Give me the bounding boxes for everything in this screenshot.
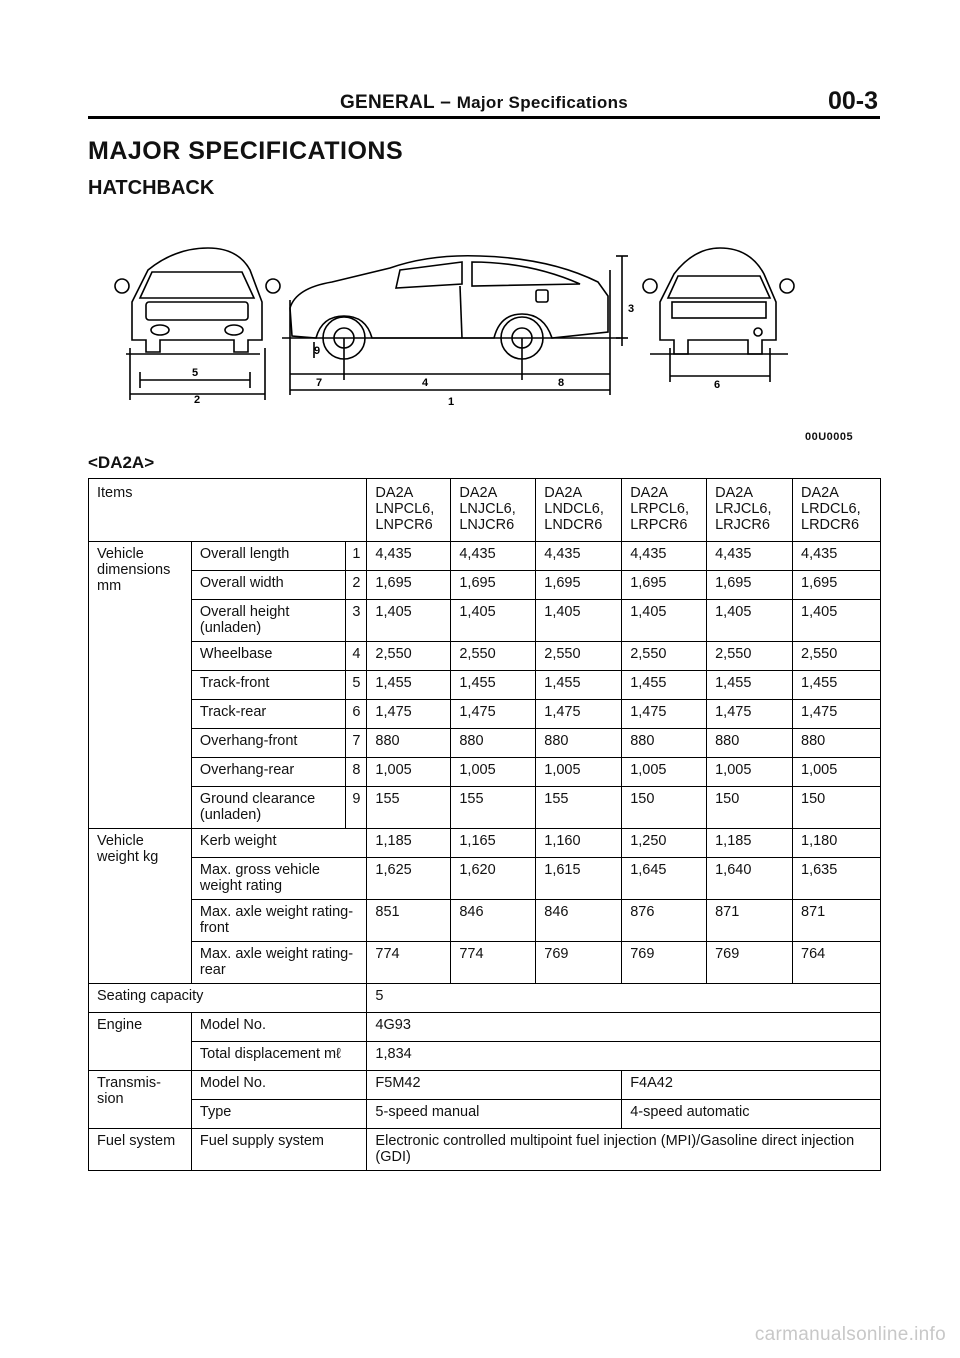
- value-cell: 1,185: [367, 829, 451, 858]
- specifications-table: [88, 478, 881, 1171]
- model-header: [707, 479, 793, 542]
- value-cell: 769: [622, 942, 707, 984]
- model-header: [536, 479, 622, 542]
- value-cell: 1,475: [622, 700, 707, 729]
- value-cell: 1,405: [707, 600, 793, 642]
- page-header: [88, 86, 880, 119]
- row-label: Max. gross vehicle weight rating: [191, 858, 367, 900]
- value-cell: 1,180: [793, 829, 881, 858]
- dim-label-3: 3: [628, 303, 635, 315]
- value-cell: 1,405: [536, 600, 622, 642]
- dim-label-1: 1: [448, 396, 455, 408]
- dimension-ref: 9: [346, 787, 367, 829]
- table-row: [89, 900, 881, 942]
- value-cell: 871: [793, 900, 881, 942]
- section-subtitle: HATCHBACK: [88, 177, 215, 199]
- row-label: Wheelbase: [191, 642, 346, 671]
- model-code-line: DA2A: [801, 485, 839, 501]
- dimension-ref: 8: [346, 758, 367, 787]
- table-row: [89, 542, 881, 571]
- table-row: [89, 671, 881, 700]
- row-label: Track-rear: [191, 700, 346, 729]
- model-header: [793, 479, 881, 542]
- vehicle-dimension-diagram: [100, 240, 860, 420]
- value-cell: 2,550: [451, 642, 536, 671]
- value-cell: 851: [367, 900, 451, 942]
- value-cell: 1,625: [367, 858, 451, 900]
- value-cell: 1,405: [367, 600, 451, 642]
- value-cell: 1,695: [707, 571, 793, 600]
- row-label: Max. axle weight rating-front: [191, 900, 367, 942]
- value-cell: 155: [536, 787, 622, 829]
- value-cell: 774: [451, 942, 536, 984]
- value-cell: 2,550: [536, 642, 622, 671]
- header-section: GENERAL: [339, 92, 435, 113]
- engine-group-label: Engine: [89, 1013, 192, 1071]
- value-cell: 769: [536, 942, 622, 984]
- table-row: [89, 758, 881, 787]
- weight-group-label: Vehicle weight kg: [89, 829, 192, 984]
- value-cell: 1,185: [707, 829, 793, 858]
- value-cell: 1,405: [622, 600, 707, 642]
- transmission-auto-type: 4-speed automatic: [622, 1100, 881, 1129]
- value-cell: 764: [793, 942, 881, 984]
- model-code-line: DA2A: [630, 485, 669, 501]
- value-cell: 1,005: [793, 758, 881, 787]
- value-cell: 1,475: [451, 700, 536, 729]
- transmission-model-label: Model No.: [191, 1071, 367, 1100]
- value-cell: 1,405: [793, 600, 881, 642]
- model-code-line: LNDCR6: [544, 517, 603, 533]
- model-code-line: DA2A: [375, 485, 414, 501]
- value-cell: 876: [622, 900, 707, 942]
- table-row: [89, 642, 881, 671]
- dimension-ref: 4: [346, 642, 367, 671]
- header-title: [88, 92, 880, 114]
- model-code-line: LRJCR6: [715, 517, 770, 533]
- value-cell: 1,005: [622, 758, 707, 787]
- model-code-line: LNJCL6,: [459, 501, 516, 517]
- model-label: <DA2A>: [88, 453, 155, 472]
- table-row: [89, 600, 881, 642]
- model-header: [367, 479, 451, 542]
- engine-displacement-row: [89, 1042, 881, 1071]
- value-cell: 1,695: [367, 571, 451, 600]
- model-code-line: LNPCR6: [375, 517, 433, 533]
- table-row: [89, 787, 881, 829]
- transmission-manual-model: F5M42: [367, 1071, 622, 1100]
- dimension-ref: 5: [346, 671, 367, 700]
- dimension-ref: 6: [346, 700, 367, 729]
- dim-label-5: 5: [192, 367, 199, 379]
- value-cell: 155: [451, 787, 536, 829]
- value-cell: 1,695: [536, 571, 622, 600]
- model-code-line: LNJCR6: [459, 517, 515, 533]
- value-cell: 2,550: [793, 642, 881, 671]
- model-code-line: LRPCR6: [630, 517, 688, 533]
- value-cell: 880: [707, 729, 793, 758]
- table-header-row: [89, 479, 881, 542]
- value-cell: 4,435: [622, 542, 707, 571]
- transmission-type-label: Type: [191, 1100, 367, 1129]
- dimension-ref: 3: [346, 600, 367, 642]
- value-cell: 1,615: [536, 858, 622, 900]
- engine-model-label: Model No.: [191, 1013, 367, 1042]
- row-label: Overall length: [191, 542, 346, 571]
- value-cell: 4,435: [367, 542, 451, 571]
- value-cell: 880: [451, 729, 536, 758]
- model-header: [451, 479, 536, 542]
- engine-model-row: [89, 1013, 881, 1042]
- row-label: Overhang-front: [191, 729, 346, 758]
- value-cell: 1,455: [451, 671, 536, 700]
- value-cell: 1,005: [367, 758, 451, 787]
- value-cell: 880: [793, 729, 881, 758]
- dim-label-9: 9: [314, 345, 321, 357]
- value-cell: 846: [451, 900, 536, 942]
- value-cell: 880: [367, 729, 451, 758]
- dimension-ref: 7: [346, 729, 367, 758]
- row-label: Ground clearance (unladen): [191, 787, 346, 829]
- value-cell: 150: [707, 787, 793, 829]
- transmission-manual-type: 5-speed manual: [367, 1100, 622, 1129]
- dimensions-section: [89, 542, 881, 829]
- dim-label-2: 2: [194, 394, 201, 406]
- value-cell: 1,405: [451, 600, 536, 642]
- dim-label-8: 8: [558, 377, 565, 389]
- value-cell: 4,435: [793, 542, 881, 571]
- row-label: Max. axle weight rating-rear: [191, 942, 367, 984]
- value-cell: 769: [707, 942, 793, 984]
- row-label: Kerb weight: [191, 829, 367, 858]
- value-cell: 2,550: [622, 642, 707, 671]
- value-cell: 1,475: [707, 700, 793, 729]
- dim-label-6: 6: [714, 379, 721, 391]
- row-label: Overall height (unladen): [191, 600, 346, 642]
- value-cell: 1,005: [536, 758, 622, 787]
- transmission-type-row: [89, 1100, 881, 1129]
- transmission-group-label: Transmis- sion: [89, 1071, 192, 1129]
- row-label: Overhang-rear: [191, 758, 346, 787]
- value-cell: 4,435: [536, 542, 622, 571]
- dim-label-7: 7: [316, 377, 323, 389]
- seating-value: 5: [367, 984, 881, 1013]
- table-row: [89, 571, 881, 600]
- seating-row: [89, 984, 881, 1013]
- fuel-group-label: Fuel system: [89, 1129, 192, 1171]
- value-cell: 1,455: [793, 671, 881, 700]
- value-cell: 1,695: [793, 571, 881, 600]
- items-header: Items: [89, 479, 367, 542]
- table-row: [89, 729, 881, 758]
- weight-section: [89, 829, 881, 984]
- value-cell: 150: [622, 787, 707, 829]
- value-cell: 1,645: [622, 858, 707, 900]
- value-cell: 2,550: [367, 642, 451, 671]
- header-dash: –: [440, 92, 452, 113]
- model-code-line: LRJCL6,: [715, 501, 772, 517]
- rear-view-car-icon: [643, 248, 794, 382]
- value-cell: 774: [367, 942, 451, 984]
- value-cell: 1,635: [793, 858, 881, 900]
- value-cell: 1,455: [367, 671, 451, 700]
- engine-model-value: 4G93: [367, 1013, 881, 1042]
- engine-displacement-value: 1,834: [367, 1042, 881, 1071]
- value-cell: 1,695: [622, 571, 707, 600]
- value-cell: 155: [367, 787, 451, 829]
- transmission-model-row: [89, 1071, 881, 1100]
- value-cell: 1,475: [367, 700, 451, 729]
- value-cell: 1,160: [536, 829, 622, 858]
- model-code-line: LRDCL6,: [801, 501, 861, 517]
- model-code-line: LNDCL6,: [544, 501, 604, 517]
- value-cell: 1,455: [707, 671, 793, 700]
- value-cell: 1,165: [451, 829, 536, 858]
- table-row: [89, 942, 881, 984]
- value-cell: 1,475: [793, 700, 881, 729]
- table-row: [89, 700, 881, 729]
- fuel-supply-value: Electronic controlled multipoint fuel injection (MPI)/Gasoline direct injection (GDI): [367, 1129, 881, 1171]
- value-cell: 1,640: [707, 858, 793, 900]
- transmission-auto-model: F4A42: [622, 1071, 881, 1100]
- model-code-line: DA2A: [459, 485, 498, 501]
- watermark-footer: carmanualsonline.info: [754, 1324, 946, 1345]
- dimensions-group-label: Vehicle dimensions mm: [89, 542, 192, 829]
- table-row: [89, 858, 881, 900]
- model-header: [622, 479, 707, 542]
- value-cell: 4,435: [707, 542, 793, 571]
- value-cell: 880: [536, 729, 622, 758]
- value-cell: 4,435: [451, 542, 536, 571]
- fuel-supply-label: Fuel supply system: [191, 1129, 367, 1171]
- model-code-line: DA2A: [544, 485, 583, 501]
- header-subsection: Major Specifications: [456, 93, 629, 112]
- dim-label-4: 4: [422, 377, 429, 389]
- value-cell: 1,005: [451, 758, 536, 787]
- page-number: 00-3: [827, 87, 878, 115]
- model-code-line: DA2A: [715, 485, 753, 501]
- value-cell: 1,695: [451, 571, 536, 600]
- value-cell: 1,250: [622, 829, 707, 858]
- engine-displacement-label: Total displacement mℓ: [191, 1042, 367, 1071]
- value-cell: 1,005: [707, 758, 793, 787]
- table-row: [89, 829, 881, 858]
- model-code-line: LNPCL6,: [375, 501, 435, 517]
- dimension-ref: 2: [346, 571, 367, 600]
- seating-label: Seating capacity: [89, 984, 367, 1013]
- value-cell: 846: [536, 900, 622, 942]
- value-cell: 2,550: [707, 642, 793, 671]
- fuel-system-row: [89, 1129, 881, 1171]
- value-cell: 1,620: [451, 858, 536, 900]
- dimension-ref: 1: [346, 542, 367, 571]
- value-cell: 1,455: [622, 671, 707, 700]
- value-cell: 1,455: [536, 671, 622, 700]
- side-view-car-icon: [282, 256, 628, 395]
- model-code-line: LRPCL6,: [630, 501, 690, 517]
- row-label: Overall width: [191, 571, 346, 600]
- figure-code: 00U0005: [805, 431, 854, 443]
- value-cell: 871: [707, 900, 793, 942]
- value-cell: 1,475: [536, 700, 622, 729]
- value-cell: 880: [622, 729, 707, 758]
- row-label: Track-front: [191, 671, 346, 700]
- value-cell: 150: [793, 787, 881, 829]
- page-title: MAJOR SPECIFICATIONS: [88, 137, 404, 165]
- model-code-line: LRDCR6: [801, 517, 860, 533]
